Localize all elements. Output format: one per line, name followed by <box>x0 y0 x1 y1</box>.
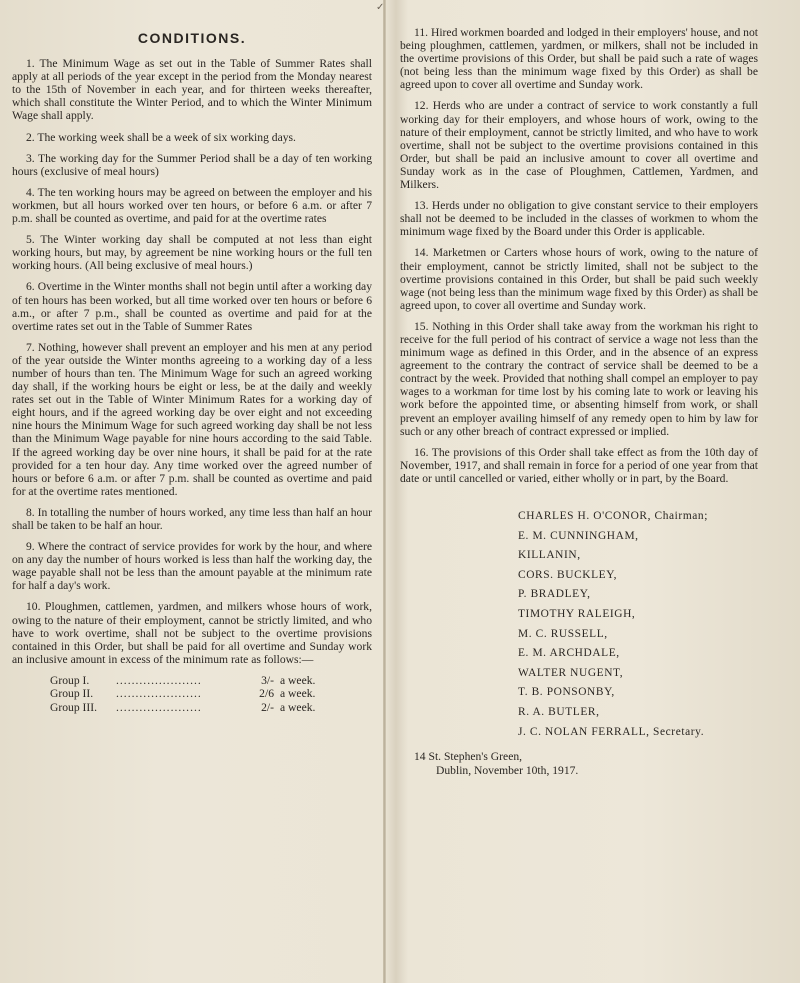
condition-clause: 6. Overtime in the Winter months shall not begin until after a working day of ten hours has been worked, but all time worked over ten hours or before 6 a.m., or after 7 p.m., shall be counted as overtime and paid for at the overtime rates set out in the Table of Summer Rates <box>12 280 372 333</box>
address-line: 14 St. Stephen's Green, <box>414 750 523 764</box>
fold-mark: ✓ <box>376 2 385 13</box>
condition-clause: 10. Ploughmen, cattlemen, yardmen, and milkers whose hours of work, owing to the nature of their employment, cannot be strictly limited, and who have to work overtime, shall not be subject to the overtime provisions contained in this Order, but shall be paid for all overtime and Sunday work an inclusive amount in excess of the minimum rate as follows:— <box>12 600 372 666</box>
condition-clause: 4. The ten working hours may be agreed on between the employer and his workmen, but all hours worked over ten hours, or before 6 a.m. or after 7 p.m. shall be counted as overtime, and paid for at the overtime rates <box>12 185 372 226</box>
group-unit: a week. <box>280 687 316 701</box>
condition-clause: 15. Nothing in this Order shall take away from the workman his right to receive for the full period of his contract of service a wage not less than the minimum wage as defined in this Order, and in the absence of an express agreement to the contrary the contract of service shall be deemed to be a contract by the week. Provided that nothing shall compel an employer to pay wages to a workman for time lost by his coming late to work or leaving his work before the appointed time, or absenting himself from work, or shall prevent an employer availing himself of any remedy open to him by law for such or any other breach of contract expressed or implied. <box>400 319 758 438</box>
group-row <box>50 701 372 714</box>
leader-dots: ...................... <box>116 687 202 701</box>
signatories-block <box>518 507 758 742</box>
signatory-name: E. M. ARCHDALE, <box>518 647 620 660</box>
left-clauses <box>12 57 372 666</box>
address-block <box>414 750 758 777</box>
signatory-name: WALTER NUGENT, <box>518 666 624 679</box>
condition-clause: 7. Nothing, however shall prevent an employer and his men at any period of the year outside the Winter months agreeing to a working day of a less number of hours than ten. The Minimum Wage for such an agreed working day shall, if the working hours be eight or less, be at the daily and weekly rates set out in the Table of Winter Minimum Rates for a working day of eight hours, and if the agreed working day be over eight and not exceeding nine hours the Minimum Wage for such agreed working day shall be not less than the Minimum Wage payable for nine hours according to the said Table. If the agreed working day be over nine hours, it shall be paid for at the rate provided for a ten hour day. Any time worked over the agreed number of hours or before 6 a.m. or after 7 p.m. shall be counted as overtime and paid for at the overtime rates mentioned. <box>12 340 372 498</box>
signatory-name: TIMOTHY RALEIGH, <box>518 607 636 620</box>
group-amount: 3/- <box>261 673 274 687</box>
signatory-name: M. C. RUSSELL, <box>518 627 608 640</box>
condition-clause: 8. In totalling the number of hours worked, any time less than half an hour shall be taken to be half an hour. <box>12 505 372 532</box>
date-line: Dublin, November 10th, 1917. <box>436 763 579 777</box>
group-row <box>50 687 372 700</box>
signatory-name: J. C. NOLAN FERRALL, Secretary. <box>518 725 705 738</box>
signatory-name: T. B. PONSONBY, <box>518 686 615 699</box>
condition-clause: 16. The provisions of this Order shall take effect as from the 10th day of November, 1917, and shall remain in force for a period of one year from that date or until cancelled or varied, either wholly or in part, by the Board. <box>400 445 758 485</box>
condition-clause: 13. Herds under no obligation to give constant service to their employers shall not be deemed to be included in the classes of workmen to whom the minimum wage fixed by the Board under this Order is applicable. <box>400 199 758 239</box>
group-amount: 2/- <box>261 700 274 714</box>
condition-clause: 12. Herds who are under a contract of service to work constantly a full working day for their employers, and whose hours of work, owing to the nature of their employment, cannot be strictly limited, and who have to work overtime, shall not be subject to the overtime provisions contained in this Order, but shall be paid an inclusive amount to cover all overtime and Sunday work as in the case of Ploughmen, Cattlemen, Yardmen, and Milkers. <box>400 99 758 192</box>
group-unit: a week. <box>280 700 316 714</box>
condition-clause: 2. The working week shall be a week of six working days. <box>26 130 296 144</box>
condition-clause: 5. The Winter working day shall be computed at not less than eight working hours, but may, by agreement be nine working hours or the full ten working hours. (All being exclusive of meal hours.) <box>12 233 372 273</box>
leader-dots: ...................... <box>116 673 202 687</box>
conditions-heading: CONDITIONS. <box>137 30 247 46</box>
condition-clause: 1. The Minimum Wage as set out in the Table of Summer Rates shall apply at all periods of the year except in the period from the Monday nearest to the 15th of November in each year, and for thirteen weeks thereafter, which shall constitute the Winter Period, and to which the Winter Minimum Wage shall apply. <box>12 57 372 123</box>
page-fold <box>383 0 386 983</box>
condition-clause: 3. The working day for the Summer Period shall be a day of ten working hours (exclusive of meal hours) <box>12 151 372 178</box>
group-name: Group I. <box>50 673 90 687</box>
condition-clause: 9. Where the contract of service provides for work by the hour, and where on any day the number of hours worked is less than half the working day, the wage payable shall not be less than the amount payable at the minimum rate for half a day's work. <box>12 540 372 593</box>
group-name: Group II. <box>50 687 94 701</box>
signatory-name: E. M. CUNNINGHAM, <box>518 529 639 542</box>
signatory-name: KILLANIN, <box>518 549 581 562</box>
signatory-name: R. A. BUTLER, <box>518 705 600 718</box>
group-row <box>50 674 372 687</box>
right-clauses <box>400 26 758 485</box>
group-unit: a week. <box>280 673 316 687</box>
condition-clause: 11. Hired workmen boarded and lodged in their employers' house, and not being ploughmen, cattlemen, yardmen, or milkers, shall not be included in the overtime provisions of this Order, but shall be paid such a rate of wages (not being less than the minimum wage fixed by this Order) as shall be agreed upon to cover all overtime and Sunday work. <box>400 26 758 92</box>
right-column <box>400 26 758 777</box>
condition-clause: 14. Marketmen or Carters whose hours of work, owing to the nature of their employment, cannot be strictly limited, shall not be subject to the overtime provisions contained in this Order, but shall be paid such weekly wage (not being less than the minimum wage fixed by this Order) as shall be agreed upon, to cover all overtime and Sunday work. <box>400 246 758 312</box>
left-column <box>12 26 372 714</box>
group-name: Group III. <box>50 700 98 714</box>
group-amount: 2/6 <box>259 687 274 701</box>
overtime-groups-table <box>50 674 372 714</box>
signatory-name: P. BRADLEY, <box>518 588 591 601</box>
signatory-name: CHARLES H. O'CONOR, Chairman; <box>518 510 708 522</box>
signatory-name: CORS. BUCKLEY, <box>518 568 618 581</box>
leader-dots: ...................... <box>116 700 202 714</box>
